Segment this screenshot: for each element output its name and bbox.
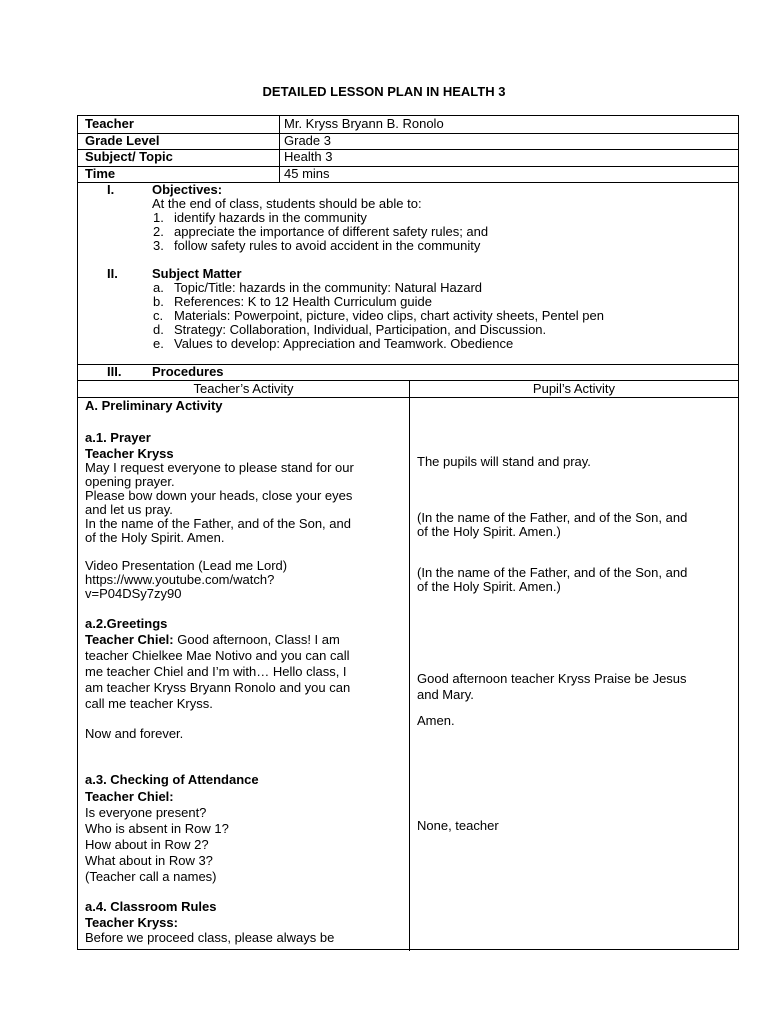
attendance-speaker: Teacher Chiel: xyxy=(85,789,174,804)
objectives-heading: Objectives: xyxy=(152,182,223,197)
row-divider xyxy=(78,149,738,150)
row-divider xyxy=(78,166,738,167)
row-divider xyxy=(78,133,738,134)
video-link: v=P04DSy7zy90 xyxy=(85,586,182,601)
attendance-line: How about in Row 2? xyxy=(85,837,209,852)
objectives-intro: At the end of class, students should be able to: xyxy=(152,196,422,211)
info-value-grade-level: Grade 3 xyxy=(284,133,331,148)
classroom-rules-heading: a.4. Classroom Rules xyxy=(85,899,217,914)
objectives-numeral: I. xyxy=(107,182,115,197)
pupil-response: of the Holy Spirit. Amen.) xyxy=(417,579,561,594)
now-and-forever: Now and forever. xyxy=(85,726,184,741)
prayer-speaker: Teacher Kryss xyxy=(85,446,174,461)
subject-marker: d. xyxy=(153,322,164,337)
subject-item: Strategy: Collaboration, Individual, Participation, and Discussion. xyxy=(174,322,547,337)
prayer-line: Please bow down your heads, close your eyes xyxy=(85,488,353,503)
attendance-line: Who is absent in Row 1? xyxy=(85,821,229,836)
objective-marker: 1. xyxy=(153,210,164,225)
classroom-rules-line: Before we proceed class, please always be xyxy=(85,930,335,945)
subject-marker: a. xyxy=(153,280,164,295)
attendance-line: Is everyone present? xyxy=(85,805,207,820)
preliminary-heading: A. Preliminary Activity xyxy=(85,398,223,413)
prayer-line: opening prayer. xyxy=(85,474,175,489)
info-value-teacher: Mr. Kryss Bryann B. Ronolo xyxy=(284,116,444,131)
column-divider xyxy=(409,380,410,951)
pupil-stand-pray: The pupils will stand and pray. xyxy=(417,454,591,469)
subject-item: Topic/Title: hazards in the community: Natural Hazard xyxy=(174,280,483,295)
video-link: https://www.youtube.com/watch? xyxy=(85,572,275,587)
greetings-line: teacher Chielkee Mae Notivo and you can call xyxy=(85,648,350,663)
subject-marker: c. xyxy=(153,308,164,323)
greetings-speaker: Teacher Chiel: xyxy=(85,632,174,647)
subject-matter-heading: Subject Matter xyxy=(152,266,242,281)
pupil-activity-header: Pupil’s Activity xyxy=(532,381,616,396)
info-label-grade-level: Grade Level xyxy=(85,133,160,148)
subject-marker: b. xyxy=(153,294,164,309)
pupil-response: (In the name of the Father, and of the Son, and xyxy=(417,565,688,580)
objective-marker: 2. xyxy=(153,224,164,239)
greetings-first-line xyxy=(85,633,340,647)
greetings-line: am teacher Kryss Bryann Ronolo and you can xyxy=(85,680,351,695)
info-label-time: Time xyxy=(85,166,116,181)
prayer-line: and let us pray. xyxy=(85,502,173,517)
pupil-response: (In the name of the Father, and of the Son, and xyxy=(417,510,688,525)
subject-item: Values to develop: Appreciation and Teamwork. Obedience xyxy=(174,336,514,351)
pupil-greeting: and Mary. xyxy=(417,687,474,702)
info-label-teacher: Teacher xyxy=(85,116,134,131)
row-divider xyxy=(78,380,738,381)
video-line: Video Presentation (Lead me Lord) xyxy=(85,558,288,573)
subject-item: Materials: Powerpoint, picture, video clips, chart activity sheets, Pentel pen xyxy=(174,308,604,323)
lesson-plan-table xyxy=(77,115,739,950)
info-value-subject: Health 3 xyxy=(284,149,333,164)
pupil-greeting: Good afternoon teacher Kryss Praise be Jesus xyxy=(417,671,687,686)
prayer-line: May I request everyone to please stand for our xyxy=(85,460,354,475)
prayer-heading: a.1. Prayer xyxy=(85,430,151,445)
info-value-time: 45 mins xyxy=(284,166,330,181)
pupil-response: of the Holy Spirit. Amen.) xyxy=(417,524,561,539)
classroom-rules-speaker: Teacher Kryss: xyxy=(85,915,178,930)
procedures-heading: Procedures xyxy=(152,364,224,379)
subject-item: References: K to 12 Health Curriculum guide xyxy=(174,294,432,309)
subject-matter-numeral: II. xyxy=(107,266,118,281)
prayer-line: In the name of the Father, and of the Son, and xyxy=(85,516,351,531)
procedures-numeral: III. xyxy=(107,364,122,379)
subject-marker: e. xyxy=(153,336,164,351)
pupil-amen: Amen. xyxy=(417,713,455,728)
attendance-heading: a.3. Checking of Attendance xyxy=(85,772,259,787)
teacher-activity-header: Teacher’s Activity xyxy=(193,381,294,396)
objective-item: appreciate the importance of different safety rules; and xyxy=(174,224,489,239)
info-label-subject: Subject/ Topic xyxy=(85,149,173,164)
greetings-line: call me teacher Kryss. xyxy=(85,696,213,711)
objective-item: follow safety rules to avoid accident in the community xyxy=(174,238,481,253)
greetings-line: me teacher Chiel and I’m with… Hello class, I xyxy=(85,664,347,679)
page-title: DETAILED LESSON PLAN IN HEALTH 3 xyxy=(262,84,506,99)
greetings-text: Good afternoon, Class! I am xyxy=(173,632,340,647)
prayer-line: of the Holy Spirit. Amen. xyxy=(85,530,225,545)
column-divider xyxy=(279,116,280,182)
attendance-line: What about in Row 3? xyxy=(85,853,213,868)
attendance-line: (Teacher call a names) xyxy=(85,869,217,884)
objective-marker: 3. xyxy=(153,238,164,253)
objective-item: identify hazards in the community xyxy=(174,210,367,225)
pupil-attendance-reply: None, teacher xyxy=(417,818,499,833)
greetings-heading: a.2.Greetings xyxy=(85,616,168,631)
